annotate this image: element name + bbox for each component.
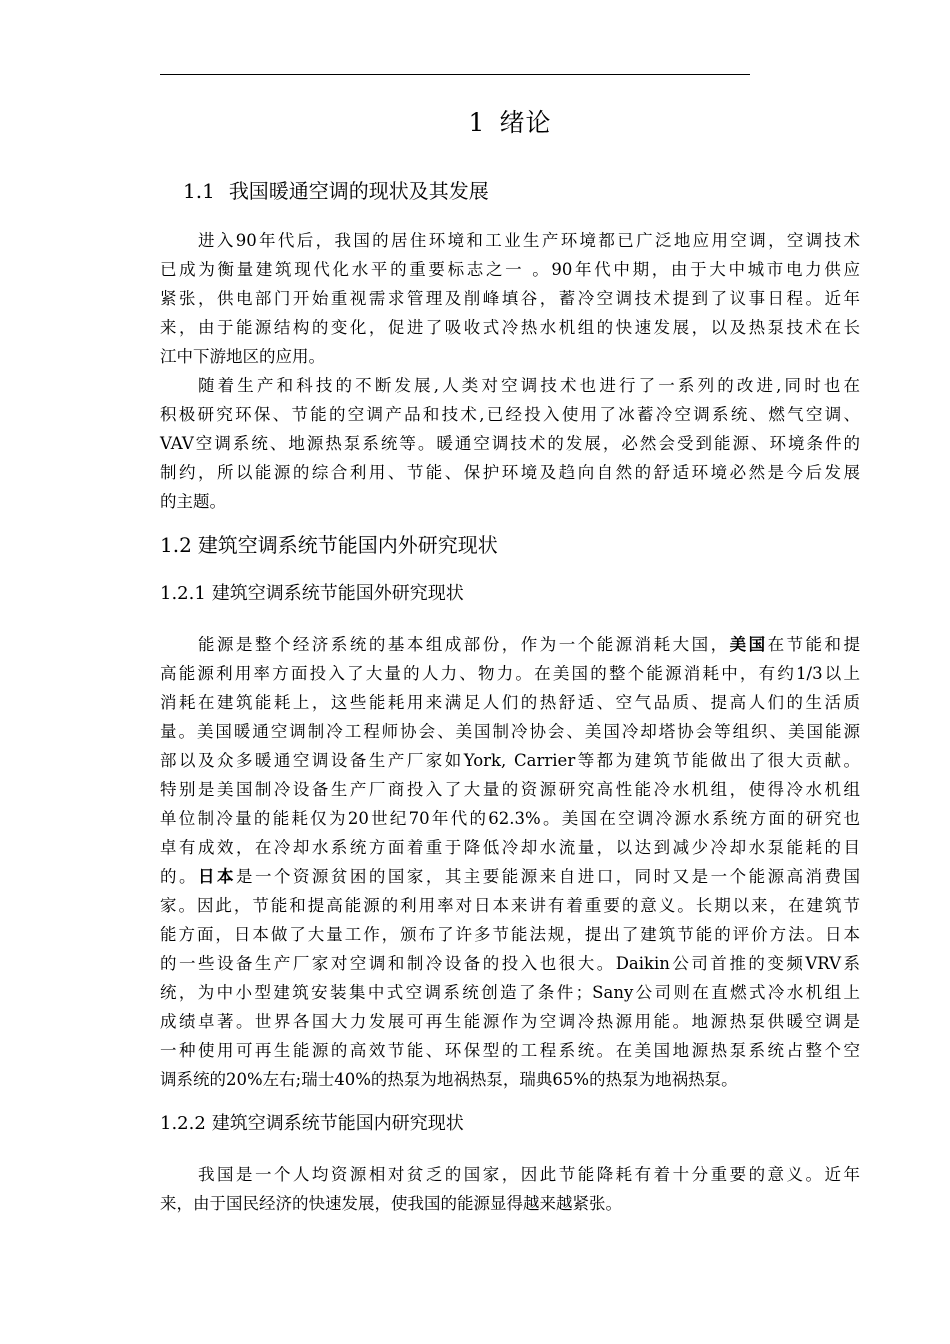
text-run: 能源是整个经济系统的基本组成部份，作为一个能源消耗大国， bbox=[198, 635, 730, 654]
subsection-heading-1-2-2 bbox=[160, 1110, 464, 1138]
text-run: 在节能和提 bbox=[767, 635, 861, 654]
section-title: 建筑空调系统节能国内外研究现状 bbox=[197, 533, 498, 557]
text-line: 随着生产和科技的不断发展,人类对空调技术也进行了一系列的改进,同时也在 bbox=[198, 376, 860, 395]
text-run: 是一个资源贫困的国家，其主要能源来自进口，同时又是一个能源高消费国 bbox=[235, 867, 861, 886]
section-heading-1-2 bbox=[160, 530, 498, 560]
text-line: 调系统的20%左右;瑞士40%的热泵为地祸热泵，瑞典65%的热泵为地祸热泵。 bbox=[160, 1070, 738, 1089]
section-title: 我国暖通空调的现状及其发展 bbox=[228, 179, 489, 203]
text-line: 来，由于能源结构的变化，促进了吸收式冷热水机组的快速发展，以及热泵技术在长 bbox=[160, 318, 860, 337]
text-line: 我国是一个人均资源相对贫乏的国家，因此节能降耗有着十分重要的意义。近年 bbox=[198, 1165, 860, 1184]
text-line: VAV空调系统、地源热泵系统等。暖通空调技术的发展，必然会受到能源、环境条件的 bbox=[160, 434, 860, 453]
text-line: 量。美国暖通空调制冷工程师协会、美国制冷协会、美国冷却塔协会等组织、美国能源 bbox=[160, 722, 860, 741]
subsection-title: 建筑空调系统节能国内研究现状 bbox=[211, 1113, 464, 1134]
subsection-number: 1.2.2 bbox=[160, 1113, 206, 1134]
paragraph-1-1-b bbox=[160, 371, 860, 516]
text-line: 部以及众多暖通空调设备生产厂家如York, Carrier等都为建筑节能做出了很大贡献。 bbox=[160, 751, 860, 770]
section-heading-1-1 bbox=[183, 176, 489, 206]
text-line: 制约，所以能源的综合利用、节能、保护环境及趋向自然的舒适环境必然是今后发展 bbox=[160, 463, 860, 482]
text-line: 成绩卓著。世界各国大力发展可再生能源作为空调冷热源用能。地源热泵供暖空调是 bbox=[160, 1012, 860, 1031]
chapter-title-text: 绪论 bbox=[499, 108, 552, 137]
text-line: 紧张，供电部门开始重视需求管理及削峰填谷，蓄冷空调技术提到了议事日程。近年 bbox=[160, 289, 860, 308]
chapter-title bbox=[160, 104, 860, 142]
text-line: 消耗在建筑能耗上，这些能耗用来满足人们的热舒适、空气品质、提高人们的生活质 bbox=[160, 693, 860, 712]
subsection-title: 建筑空调系统节能国外研究现状 bbox=[211, 583, 464, 604]
text-line: 的主题。 bbox=[160, 492, 226, 511]
text-line: 来，由于国民经济的快速发展，使我国的能源显得越来越紧张。 bbox=[160, 1194, 622, 1213]
paragraph-1-1-a bbox=[160, 226, 860, 371]
header-rule bbox=[160, 74, 750, 75]
emphasis-japan: 日本 bbox=[197, 867, 236, 886]
text-line: 特别是美国制冷设备生产厂商投入了大量的资源研究高性能冷水机组，使得冷水机组 bbox=[160, 780, 860, 799]
text-line: 一种使用可再生能源的高效节能、环保型的工程系统。在美国地源热泵系统占整个空 bbox=[160, 1041, 860, 1060]
text-line: 统，为中小型建筑安装集中式空调系统创造了条件；Sany公司则在直燃式冷水机组上 bbox=[160, 983, 860, 1002]
section-number: 1.2 bbox=[160, 533, 192, 557]
text-line: 高能源利用率方面投入了大量的人力、物力。在美国的整个能源消耗中，有约1/3以上 bbox=[160, 664, 860, 683]
emphasis-usa: 美国 bbox=[729, 635, 768, 654]
text-line: 已成为衡量建筑现代化水平的重要标志之一 。90年代中期，由于大中城市电力供应 bbox=[160, 260, 860, 279]
text-line: 的一些设备生产厂家对空调和制冷设备的投入也很大。Daikin公司首推的变频VRV系 bbox=[160, 954, 860, 973]
paragraph-1-2-1 bbox=[160, 630, 860, 1094]
chapter-number: 1 bbox=[468, 108, 486, 137]
paragraph-1-2-2 bbox=[160, 1160, 860, 1218]
text-line: 进入90年代后，我国的居住环境和工业生产环境都已广泛地应用空调，空调技术 bbox=[198, 231, 860, 250]
text-line: 单位制冷量的能耗仅为20世纪70年代的62.3%。美国在空调冷源水系统方面的研究也 bbox=[160, 809, 860, 828]
text-line bbox=[160, 862, 860, 891]
subsection-number: 1.2.1 bbox=[160, 583, 206, 604]
text-line: 能方面，日本做了大量工作，颁布了许多节能法规，提出了建筑节能的评价方法。日本 bbox=[160, 925, 860, 944]
subsection-heading-1-2-1 bbox=[160, 580, 464, 608]
text-line: 家。因此，节能和提高能源的利用率对日本来讲有着重要的意义。长期以来，在建筑节 bbox=[160, 896, 860, 915]
text-line: 积极研究环保、节能的空调产品和技术,已经投入使用了冰蓄冷空调系统、燃气空调、 bbox=[160, 405, 860, 424]
text-line bbox=[160, 630, 860, 659]
text-line: 江中下游地区的应用。 bbox=[160, 347, 325, 366]
text-run: 的。 bbox=[160, 867, 198, 886]
section-number: 1.1 bbox=[183, 179, 215, 203]
text-line: 卓有成效，在冷却水系统方面着重于降低冷却水流量，以达到减少冷却水泵能耗的目 bbox=[160, 838, 860, 857]
